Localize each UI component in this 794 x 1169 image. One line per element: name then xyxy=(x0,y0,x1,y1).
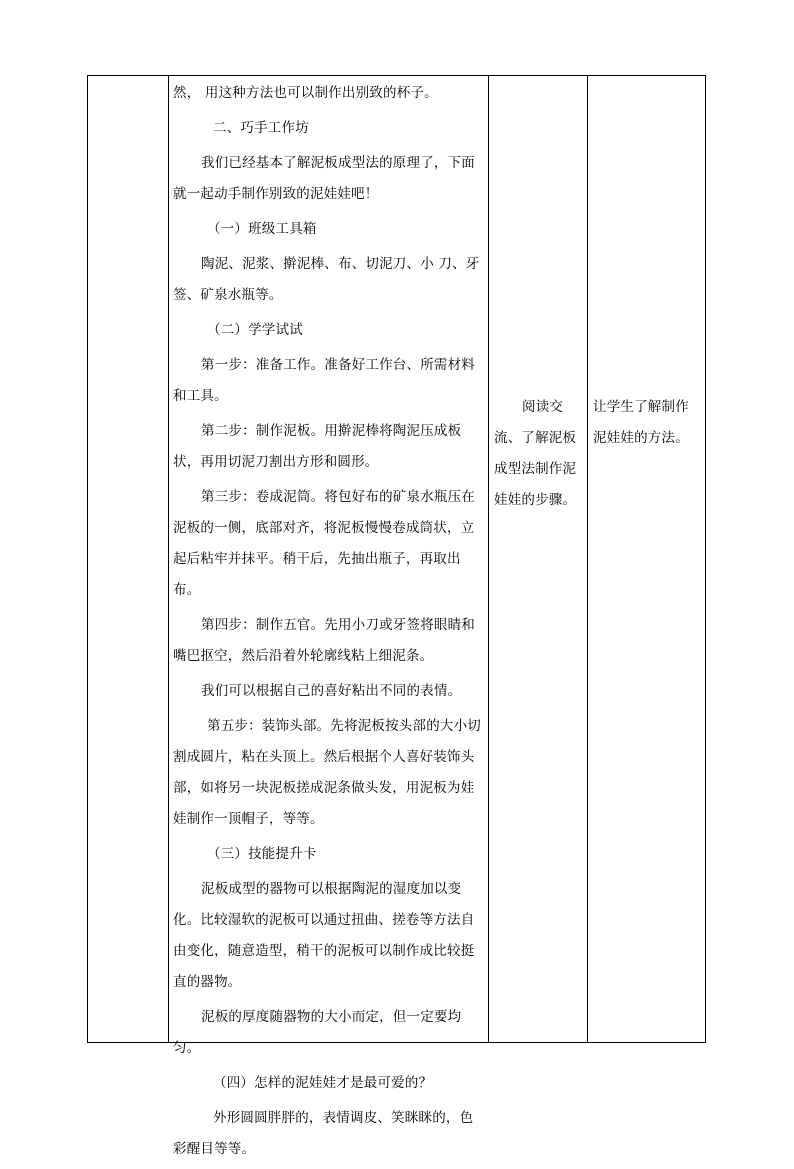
subsection-heading: （四）怎样的泥娃娃才是最可爱的？ xyxy=(213,1075,433,1091)
subsection-heading: （二）学学试试 xyxy=(207,322,303,338)
content-paragraph: 泥板的厚度随器物的大小而定，但一定要均匀。 xyxy=(173,1009,462,1056)
student-activity-text: 阅读交流、了解泥板成型法制作泥娃娃的步骤。 xyxy=(494,399,577,508)
step-paragraph: 第五步：装饰头部。先将泥板按头部的大小切割成圆片，粘在头顶上。然后根据个人喜好装饰头部，如将另一块泥板搓成泥条做头发，用泥板为娃娃制作一顶帽子，等等。 xyxy=(173,718,481,827)
step-paragraph: 第三步：卷成泥筒。将包好布的矿泉水瓶压在泥板的一侧，底部对齐，将泥板慢慢卷成筒状，立起后粘牢并抹平。稍干后，先抽出瓶子，再取出布。 xyxy=(173,489,475,598)
content-paragraph: 外形圆圆胖胖的，表情调皮、笑眯眯的，色彩醒目等等。 xyxy=(173,1110,474,1157)
design-intent-cell xyxy=(588,76,705,454)
content-paragraph: 我们可以根据自己的喜好粘出不同的表情。 xyxy=(201,683,462,699)
content-paragraph: 我们已经基本了解泥板成型法的原理了，下面就一起动手制作别致的泥娃娃吧！ xyxy=(173,155,475,202)
content-paragraph: 泥板成型的器物可以根据陶泥的湿度加以变化。比较湿软的泥板可以通过扭曲、搓卷等方法自由变化，随意造型，稍干的泥板可以制作成比较挺直的器物。 xyxy=(173,881,475,990)
section-heading: 二、巧手工作坊 xyxy=(213,120,309,136)
step-paragraph: 第二步：制作泥板。用擀泥棒将陶泥压成板状，再用切泥刀割出方形和圆形。 xyxy=(173,423,462,470)
teaching-content-cell xyxy=(168,76,488,1169)
lesson-table xyxy=(87,75,706,1157)
step-paragraph: 第四步：制作五官。先用小刀或牙签将眼睛和嘴巴抠空，然后沿着外轮廓线粘上细泥条。 xyxy=(173,617,475,664)
subsection-heading: （一）班级工具箱 xyxy=(207,221,317,237)
subsection-heading: （三）技能提升卡 xyxy=(207,846,317,862)
student-activity-cell xyxy=(489,76,587,516)
design-intent-text: 让学生了解制作泥娃娃的方法。 xyxy=(593,399,689,446)
step-paragraph: 第一步：准备工作。准备好工作台、所需材料和工具。 xyxy=(173,357,475,404)
content-paragraph: 陶泥、泥浆、擀泥棒、布、切泥刀、小 刀、牙签、矿泉水瓶等。 xyxy=(173,256,480,303)
content-paragraph: 然， 用这种方法也可以制作出别致的杯子。 xyxy=(173,85,438,101)
